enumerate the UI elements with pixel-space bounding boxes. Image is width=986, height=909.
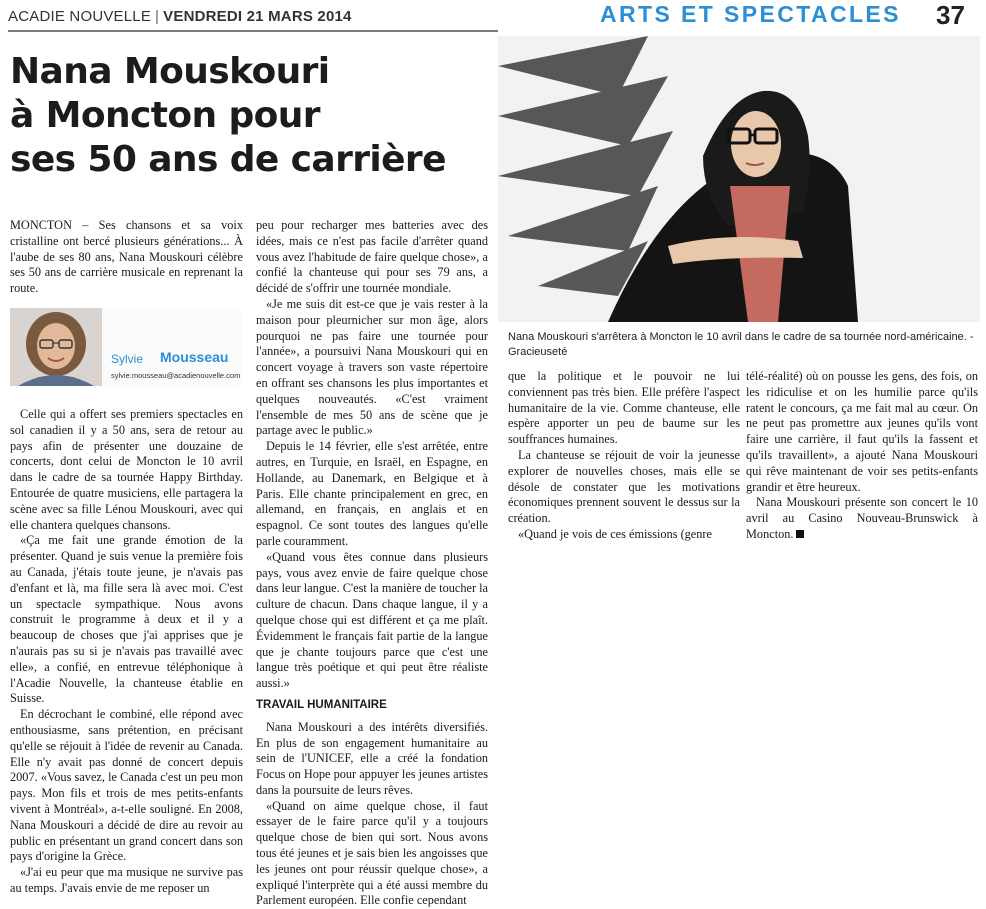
masthead-separator: | [155, 8, 160, 25]
paragraph [746, 495, 978, 542]
paragraph: En décrochant le combiné, elle répond avec enthousiasme, sans prétention, en précisant qu'elle se réjouit à l'idée de revenir au Canada. Elle n'y avait pas donné de concert depuis 2007. «Vous savez, le Canada c'est un peu mon pays. Mon fils et trois de mes petits-enfants vivent à Montréal», a-t-elle souligné. En 2008, Nana Mouskouri a décidé de dire au revoir au public en présentant un grand concert dans son pays d'origine la Grèce. [10, 707, 243, 864]
lead-paragraph: MONCTON – Ses chansons et sa voix cristalline ont bercé plusieurs générations... À l'aube de ses 80 ans, Nana Mouskouri célèbre ses 50 ans de carrière musicale en reprenant la route. [10, 218, 243, 296]
subheading: TRAVAIL HUMANITAIRE [256, 698, 387, 711]
header-rule [8, 30, 498, 32]
photo-caption: Nana Mouskouri s'arrêtera à Moncton le 10 avril dans le cadre de sa tournée nord-américaine. - Gracieuseté [508, 331, 974, 358]
closing-sentence: Nana Mouskouri présente son concert le 10 avril au Casino Nouveau-Brunswick à Moncton. [746, 495, 978, 541]
article-column-3 [508, 369, 740, 543]
headline-line-2: à Moncton pour [10, 95, 320, 136]
paragraph: «Je me suis dit est-ce que je vais rester à la maison pour pleurnicher sur mon âge, alors pourquoi ne pas faire une tournée pour l'année», a poursuivi Nana Mouskouri qui en concert voyage à travers son vaste répertoire en offrant ses chansons les plus importantes et quelques nouveautés. «C'est vraiment l'ensemble de mes 50 ans de scène que je partage avec le public.» [256, 296, 488, 438]
headline-line-1: Nana Mouskouri [10, 51, 330, 92]
paragraph: télé-réalité) où on pousse les gens, des fois, on les ridiculise et on les humilie parce qu'ils ratent le concours, ça me fait mal au cœur. On ne peut pas promettre aux jeunes qu'ils vont faire une carrière, il faut qu'ils la fassent et qu'ils travaillent», a ajouté Nana Mouskouri qui rêve maintenant de voir ses petits-enfants grandir et être heureux. [746, 369, 978, 494]
article-lead [10, 218, 243, 297]
author-avatar [10, 308, 102, 386]
issue-date: VENDREDI 21 MARS 2014 [163, 8, 352, 25]
end-mark-icon [796, 530, 804, 538]
article-column-1 [10, 407, 243, 897]
author-last-name: Mousseau [160, 349, 229, 365]
author-first-name: Sylvie [111, 352, 144, 366]
paragraph: La chanteuse se réjouit de voir la jeunesse explorer de nouvelles choses, mais elle se désole de constater que les motivations économiques prennent souvent le dessus sur la création. [508, 447, 740, 526]
author-email: sylvie.mousseau@acadienouvelle.com [111, 371, 241, 380]
newspaper-name: ACADIE NOUVELLE [8, 8, 152, 25]
masthead [8, 8, 352, 25]
paragraph: Depuis le 14 février, elle s'est arrêtée, entre autres, en Turquie, en Israël, en Espagne, en Hollande, au Danemark, en Belgique et à Paris. Elle chante principalement en grec, en allemand, en français, en anglais et en espagnol. Ce sont toutes des langues qu'elle parle couramment. [256, 439, 488, 548]
paragraph: «Quand vous êtes connue dans plusieurs pays, vous avez envie de faire quelque chose dans leur langue. C'est la manière de toucher la culture de chacun. Dans chaque langue, il y a quelque chose qui est différent et ça me plaît. Évidemment le français fait partie de la langue que je chante toujours parce que c'est une langue très poétique et qui peut être réaliste aussi.» [256, 549, 489, 691]
paragraph: «Quand on aime quelque chose, il faut essayer de le faire parce qu'il y a toujours quelque chose de bien qui sort. Nous avons tous été jeunes et je sais bien les angoisses que les jeunes ont pour réussir quelque chose», a expliqué l'interprète qui a été aussi membre du Parlement européen. Elle confie cependant [256, 798, 488, 908]
article-column-2 [256, 218, 488, 909]
paragraph: «Ça me fait une grande émotion de la présenter. Quand je suis venue la première fois au Canada, j'étais toute jeune, je n'avais pas d'enfant et là, ma fille sera là avec moi. C'est un spectacle sympathique. Nous avons construit le programme à deux et il y a beaucoup de choses que j'ai apprises que je n'aurais pas su si je n'avais pas travaillé avec elle», a confié, en entrevue téléphonique à l'Acadie Nouvelle, la chanteuse établie en Suisse. [10, 533, 243, 706]
article-headline [10, 50, 480, 182]
section-title: ARTS ET SPECTACLES [600, 1, 901, 27]
page-number: 37 [936, 0, 965, 30]
article-photo [498, 36, 980, 322]
paragraph: que la politique et le pouvoir ne lui conviennent pas très bien. Elle préfère l'aspect humanitaire de la vie. Comme chanteuse, elle espère apporter un peu de baume sur les souffrances humaines. [508, 369, 740, 447]
paragraph: peu pour recharger mes batteries avec des idées, mais ce n'est pas facile d'arrêter quand vous avez l'habitude de faire quelque chose», a confié la chanteuse qui pour ses 79 ans, a décidé de s'offrir une tournée mondiale. [256, 218, 488, 296]
paragraph: Nana Mouskouri a des intérêts diversifiés. En plus de son engagement humanitaire au sein de l'UNICEF, elle a créé la fondation Focus on Hope pour appuyer les jeunes artistes dans la poursuite de leurs rêves. [256, 719, 488, 797]
article-column-4 [746, 369, 978, 543]
byline [10, 308, 242, 386]
headline-line-3: ses 50 ans de carrière [10, 139, 446, 180]
paragraph: Celle qui a offert ses premiers spectacles en sol canadien il y a 50 ans, sera de retour au pays afin de présenter une douzaine de concerts, dont celui de Moncton le 10 avril dans le cadre de sa tournée Happy Birthday. Entourée de quatre musiciens, elle partagera la scène avec sa fille Lénou Mouskouri, avec qui elle chantera quelques chansons. [10, 407, 243, 532]
paragraph: «J'ai eu peur que ma musique ne survive pas au temps. J'avais envie de me reposer un [10, 865, 243, 895]
paragraph: «Quand je vois de ces émissions (genre [518, 526, 712, 541]
